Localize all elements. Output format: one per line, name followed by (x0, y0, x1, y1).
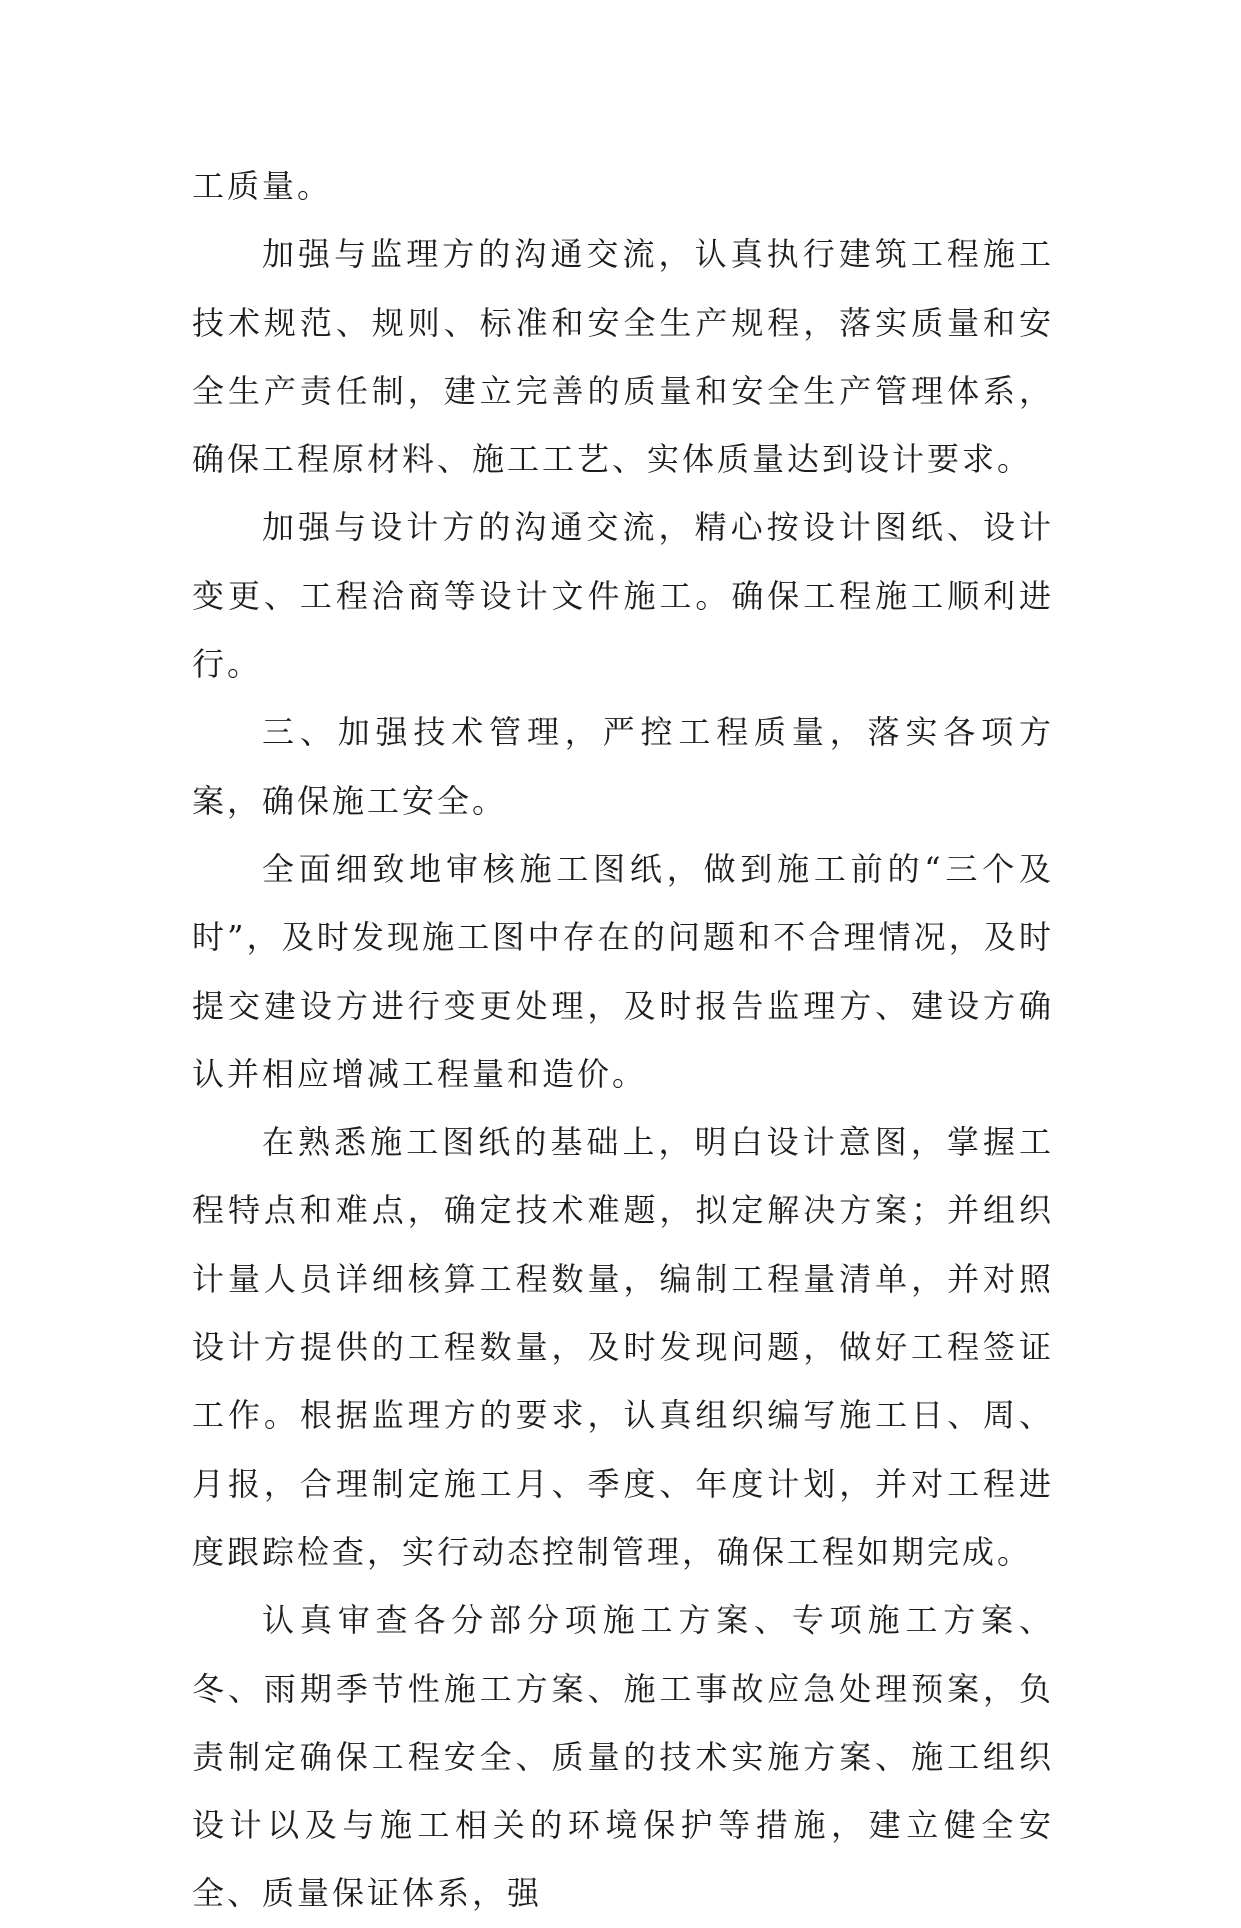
section-heading-3: 三、加强技术管理，严控工程质量，落实各项方案，确保施工安全。 (192, 713, 1054, 820)
document-body (192, 152, 1054, 1928)
paragraph-1: 工质量。 (192, 167, 333, 205)
paragraph-2: 加强与监理方的沟通交流，认真执行建筑工程施工技术规范、规则、标准和安全生产规程，落实质量和安全生产责任制，建立完善的质量和安全生产管理体系，确保工程原材料、施工工艺、实体质量达到设计要求。 (192, 235, 1054, 479)
paragraph-7: 认真审查各分部分项施工方案、专项施工方案、冬、雨期季节性施工方案、施工事故应急处理预案，负责制定确保工程安全、质量的技术实施方案、施工组织设计以及与施工相关的环境保护等措施，建立健全安全、质量保证体系，强 (192, 1601, 1054, 1913)
paragraph-5: 全面细致地审核施工图纸，做到施工前的“三个及时”，及时发现施工图中存在的问题和不合理情况，及时提交建设方进行变更处理，及时报告监理方、建设方确认并相应增减工程量和造价。 (192, 849, 1054, 1093)
paragraph-6: 在熟悉施工图纸的基础上，明白设计意图，掌握工程特点和难点，确定技术难题，拟定解决方案；并组织计量人员详细核算工程数量，编制工程量清单，并对照设计方提供的工程数量，及时发现问题，做好工程签证工作。根据监理方的要求，认真组织编写施工日、周、月报，合理制定施工月、季度、年度计划，并对工程进度跟踪检查，实行动态控制管理，确保工程如期完成。 (192, 1123, 1054, 1571)
paragraph-3: 加强与设计方的沟通交流，精心按设计图纸、设计变更、工程洽商等设计文件施工。确保工程施工顺利进行。 (192, 508, 1054, 684)
